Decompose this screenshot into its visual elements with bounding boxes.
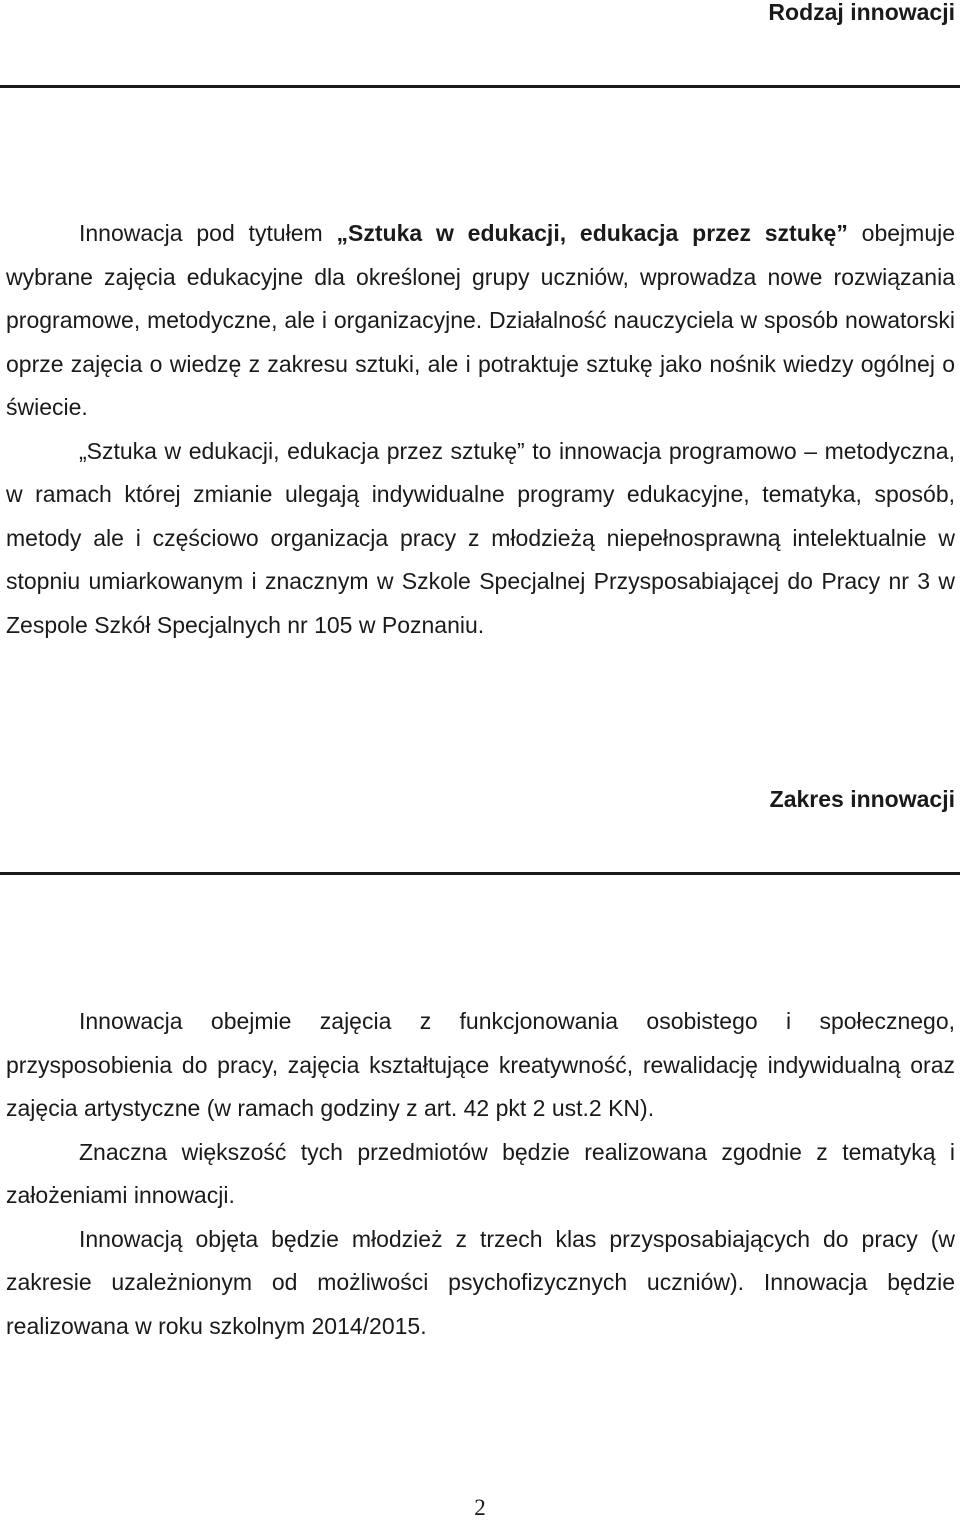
page-number: 2 <box>474 1495 486 1520</box>
heading-rule <box>0 872 960 875</box>
section-heading-zakres-innowacji: Zakres innowacji <box>769 786 955 812</box>
paragraph-innowacja-description: „Sztuka w edukacji, edukacja przez sztukę” to innowacja programowo – metodyczna, w ramach której zmianie ulegają indywidualne programy edukacyjne, tematyka, sposób, metody ale i częściowo organizacja pracy z młodzieżą niepełnosprawną intelektualnie w stopniu umiarkowanym i znacznym w Szkole Specjalnej Przysposabiającej do Pracy nr 3 w Zespole Szkół Specjalnych nr 105 w Poznaniu. <box>6 437 955 638</box>
innovation-title: „Sztuka w edukacji, edukacja przez sztukę” <box>336 220 848 246</box>
section-heading-rodzaj-innowacji: Rodzaj innowacji <box>768 0 955 25</box>
section-zakres-innowacji-body <box>6 1000 955 1348</box>
paragraph-zakres-mlodziez: Innowacją objęta będzie młodzież z trzech klas przysposabiających do pracy (w zakresie uzależnionym od możliwości psychofizycznych uczniów). Innowacja będzie realizowana w roku szkolnym 2014/2015. <box>6 1225 955 1339</box>
section-rodzaj-innowacji-body <box>6 212 955 647</box>
paragraph-innowacja-intro <box>6 212 955 430</box>
heading-rule <box>0 85 960 88</box>
paragraph-zakres-zajecia: Innowacja obejmie zajęcia z funkcjonowania osobistego i społecznego, przysposobienia do pracy, zajęcia kształtujące kreatywność, rewalidację indywidualną oraz zajęcia artystyczne (w ramach godziny z art. 42 pkt 2 ust.2 KN). <box>6 1008 955 1121</box>
paragraph-text-after: obejmuje wybrane zajęcia edukacyjne dla określonej grupy uczniów, wprowadza nowe rozwiązania programowe, metodyczne, ale i organizacyjne. Działalność nauczyciela w sposób nowatorski oprze zajęcia o wiedzę z zakresu sztuki, ale i potraktuje sztukę jako nośnik wiedzy ogólnej o świecie. <box>6 220 956 420</box>
paragraph-text-before: Innowacja pod tytułem <box>79 220 337 246</box>
paragraph-zakres-przedmioty: Znaczna większość tych przedmiotów będzie realizowana zgodnie z tematyką i założeniami innowacji. <box>6 1138 955 1208</box>
